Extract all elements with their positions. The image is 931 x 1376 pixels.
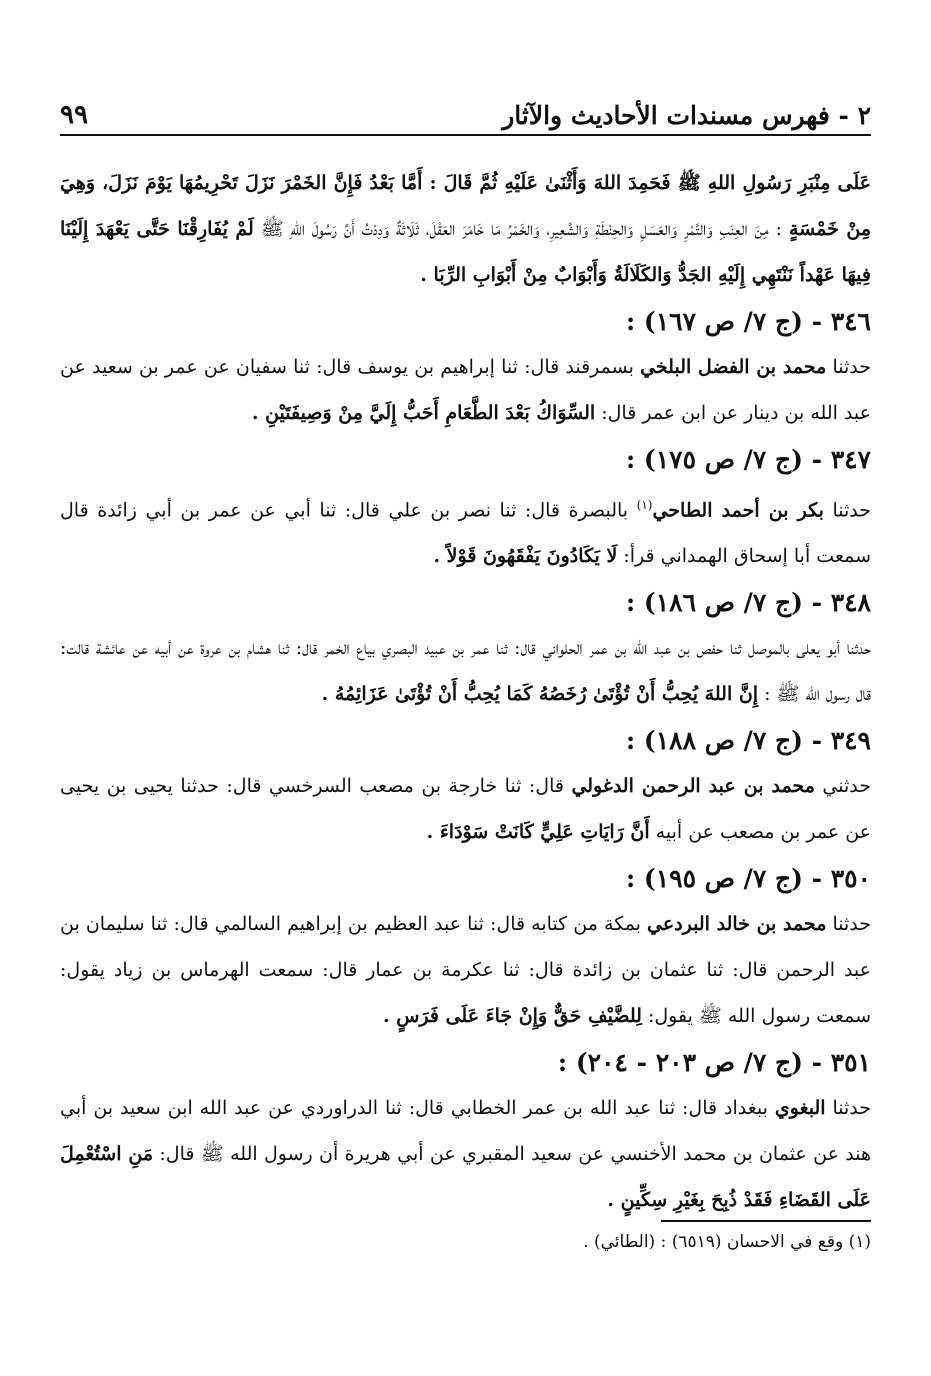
entry-pre: حدثني (822, 775, 871, 798)
entry-chain: حدثنا أبو يعلى بالموصل ثنا حفص بن عبد الله بن عمر الحلواني قال: ثنا عمر بن عبيد البصري بياع الخمر قال: ثنا هشام بن عروة عن أبيه عن عائشة قالت: قال رسول الله ﷺ : (60, 637, 871, 706)
hadith-quote: أَنَّ رَايَاتِ عَلِيٍّ كَانَتْ سَوْدَاءَ . (426, 821, 650, 844)
narrator-name: محمد بن خالد البردعي (647, 913, 827, 936)
hadith-quote: مَنِ اسْتُعْمِلَ عَلَى القَضَاءِ فَقَدْ ذُبِحَ بِغَيْرِ سِكِّينٍ . (60, 1143, 871, 1212)
entry-pre: حدثنا (832, 356, 871, 378)
entry-heading: ٣٤٧ - (ج ٧/ ص ١٧٥) : (625, 445, 871, 474)
footnote-divider (661, 1220, 871, 1222)
entry-pre: حدثنا (832, 499, 871, 522)
entry-text (60, 625, 871, 717)
entry-heading: ٣٥٠ - (ج ٧/ ص ١٩٥) : (625, 864, 871, 894)
entry-chain: ببغداد قال: ثنا عبد الله بن عمر الخطابي قال: ثنا الدراوردي عن عبد الله ابن سعيد بن أبي هند عن عثمان بن محمد الأخنسي عن سعيد المقبري عن أبي هريرة أن رسول الله ﷺ قال: (60, 1097, 871, 1166)
narrator-name: البغوي (774, 1097, 826, 1120)
page-number: ٩٩ (60, 100, 88, 130)
entry-heading: ٣٤٨ - (ج ٧/ ص ١٨٦) : (625, 588, 871, 618)
entry-chain: بمكة من كتابه قال: ثنا عبد العظيم بن إبراهيم السالمي قال: ثنا سليمان بن عبد الرحمن قال: ثنا عثمان بن زائدة قال: ثنا عكرمة بن عمار قال: سمعت الهرماس بن زياد يقول: سمعت رسول الله ﷺ يقول: (60, 913, 871, 1028)
entry-text (60, 763, 871, 855)
entry-heading: ٣٥١ - (ج ٧/ ص ٢٠٣ - ٢٠٤) : (557, 1048, 871, 1078)
entry-text (60, 1085, 871, 1223)
entry-pre: حدثنا (832, 1097, 872, 1120)
intro-quote-1: عَلَى مِنْبَرِ رَسُولِ اللهِ ﷺ فَحَمِدَ اللهَ وَأَثْنَىٰ عَلَيْهِ ثُمَّ قَالَ : أَمَّا بَعْدُ فَإِنَّ الخَمْرَ نَزَلَ تَحْرِيمُهَا يَوْمَ نَزَلَ، وَهِيَ مِنْ خَمْسَةٍ (60, 172, 871, 240)
entry-heading: ٣٤٩ - (ج ٧/ ص ١٨٨) : (625, 726, 871, 756)
hadith-quote: السِّوَاكُ بَعْدَ الطَّعَامِ أَحَبُّ إِلَيَّ مِنْ وَصِيفَتَيْنِ . (251, 402, 596, 424)
entry-text (60, 482, 871, 579)
page-body (60, 160, 871, 1223)
narrator-name: محمد بن الفضل البلخي (640, 356, 827, 378)
header-title: ٢ - فهرس مسندات الأحاديث والآثار (502, 101, 871, 130)
hadith-quote: إِنَّ اللهَ يُحِبُّ أَنْ تُؤْتَىٰ رُخَصُهُ كَمَا يُحِبُّ أَنْ تُؤْتَىٰ عَزَائِمُهُ . (321, 683, 759, 706)
entry-pre: حدثنا (832, 913, 871, 936)
footnote: (١) وقع في الاحسان (٦٥١٩) : (الطائي) . (583, 1232, 871, 1252)
entry-chain: بالبصرة قال: ثنا نصر بن علي قال: ثنا أبي عن عمر بن أبي زائدة قال سمعت أبا إسحاق الهمداني قرأ: (60, 499, 871, 568)
intro-quote-2: لَمْ يُفَارِقْنَا حَتَّى يَعْهَدَ إِلَيْنَا فِيهَا عَهْداً نَنْتَهِي إِلَيْهِ الجَدُّ وَالكَلَالَةُ وَأَبْوَابٌ مِنْ أَبْوَابِ الرِّبَا . (60, 218, 871, 286)
narrator-name: محمد بن عبد الرحمن الدغولي (571, 775, 815, 798)
hadith-quote: لَا يَكَادُونَ يَفْقَهُونَ قَوْلاً . (433, 545, 618, 568)
entry-chain: قال: ثنا خارجة بن مصعب السرخسي قال: حدثنا يحيى بن يحيى عن عمر بن مصعب عن أبيه (60, 775, 871, 844)
footnote-ref: (١) (636, 498, 653, 512)
entry-text (60, 901, 871, 1039)
entry-heading: ٣٤٦ - (ج ٧/ ص ١٦٧) : (625, 307, 871, 336)
intro-paragraph (60, 160, 871, 298)
narrator-name: بكر بن أحمد الطاحي (652, 499, 824, 522)
intro-text: : مِنَ العِنَبِ وَالتَّمْرِ وَالعَسَلِ وَالحِنْطَةِ وَالشَّعِيرِ، وَالخَمْرُ مَا خَامَرَ العَقْلَ، ثَلَاثَةٌ وَدِدْتُ أَنَّ رَسُولَ اللهِ ﷺ (260, 218, 783, 240)
entry-text (60, 344, 871, 436)
page-header (60, 96, 871, 136)
entry-chain: بسمرقند قال: ثنا إبراهيم بن يوسف قال: ثنا سفيان عن عمر بن سعيد عن عبد الله بن دينار عن ابن عمر قال: (60, 356, 871, 424)
hadith-quote: لِلضَّيْفِ حَقٌّ وَإِنْ جَاءَ عَلَى فَرَسٍ . (382, 1005, 642, 1028)
